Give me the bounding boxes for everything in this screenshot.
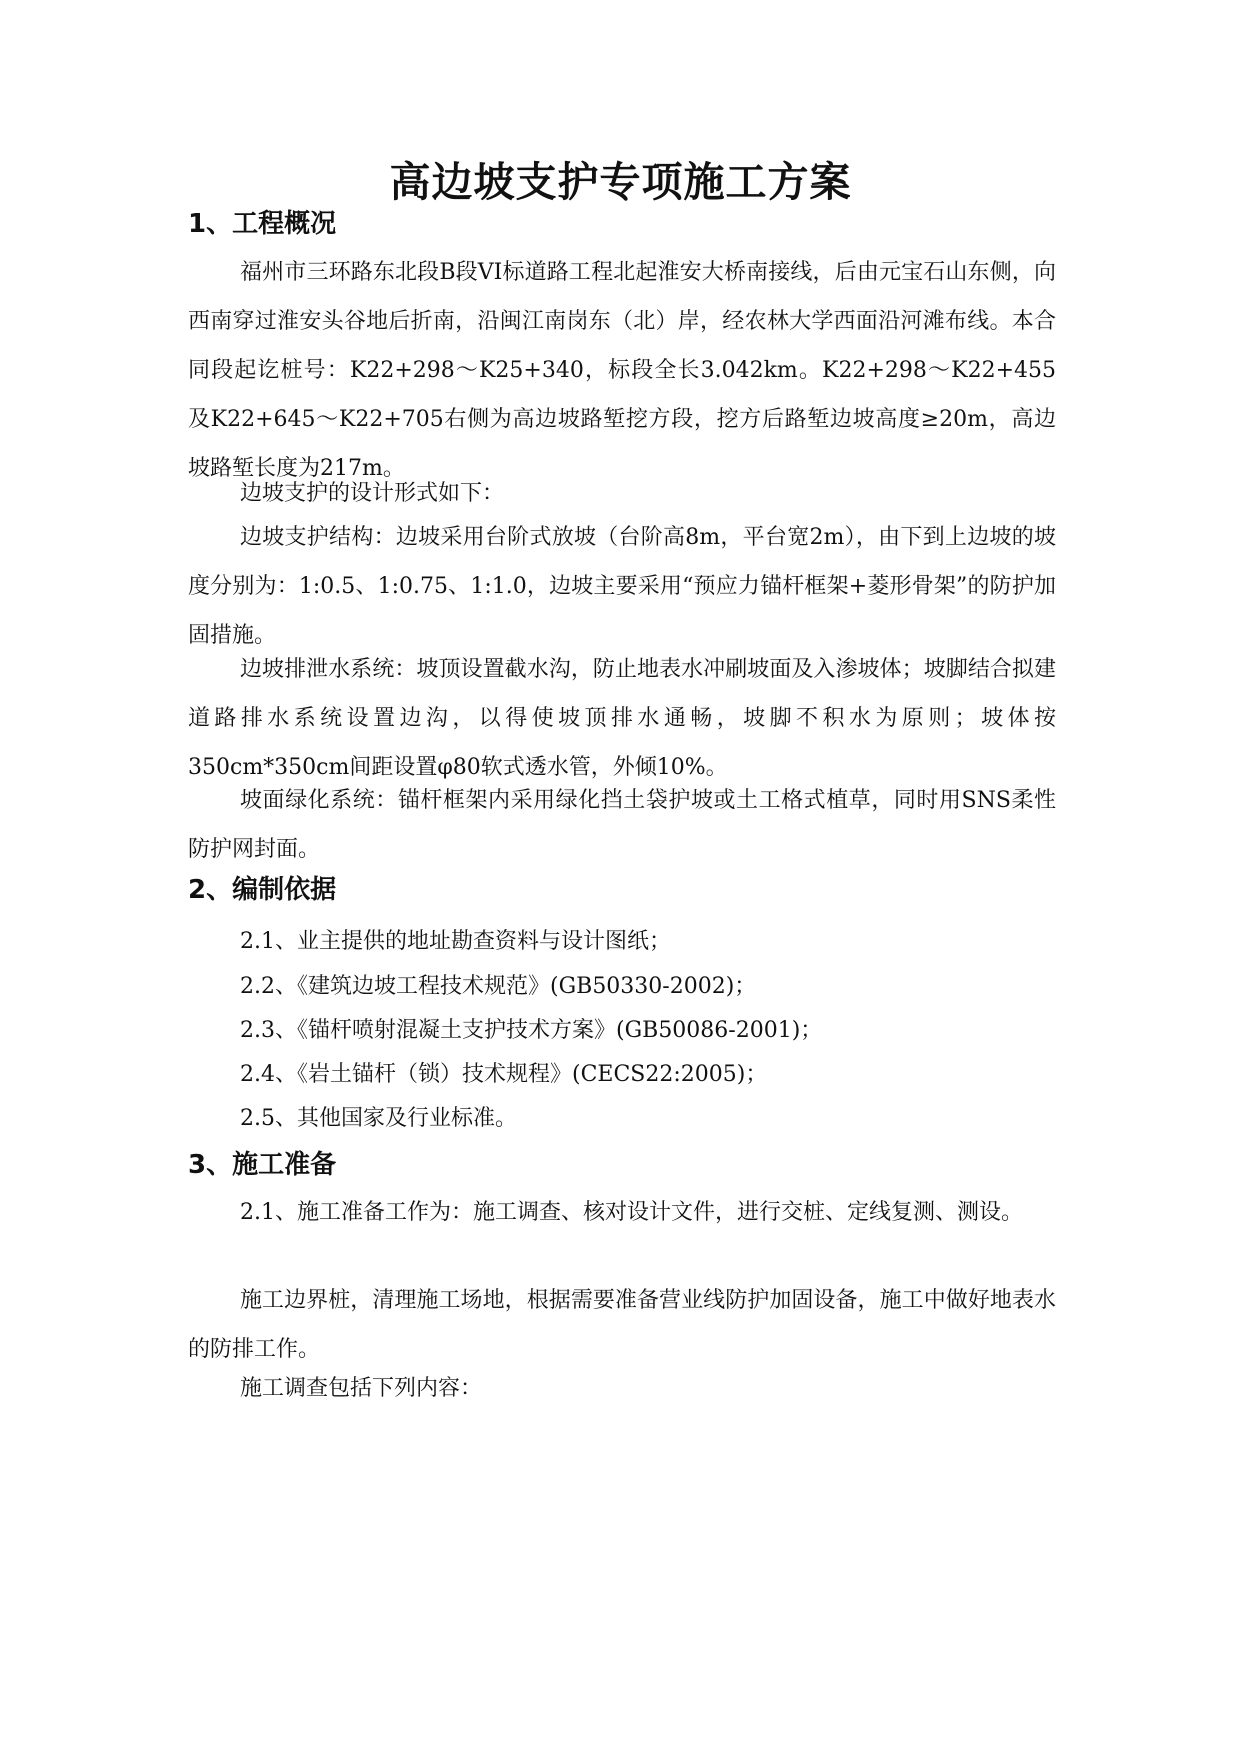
list-item: 2.2、《建筑边坡工程技术规范》(GB50330-2002)； <box>240 974 757 999</box>
list-item: 2.4、《岩土锚杆（锁）技术规程》(CECS22:2005)； <box>240 1062 768 1087</box>
list-item: 2.5、其他国家及行业标准。 <box>240 1106 517 1131</box>
section-heading-3: 3、施工准备 <box>188 1150 337 1180</box>
paragraph-overview: 福州市三环路东北段B段VI标道路工程北起淮安大桥南接线，后由元宝石山东侧，向西南穿过淮安头谷地后折南，沿闽江南岗东（北）岸，经农林大学西面沿河滩布线。本合同段起讫桩号：K22+298～K25+340，标段全长3.042km。K22+298～K22+455及K22+645～K22+705右侧为高边坡路堑挖方段，挖方后路堑边坡高度≥20m，高边坡路堑长度为217m。 <box>188 260 1056 481</box>
paragraph-drainage: 边坡排泄水系统：坡顶设置截水沟，防止地表水冲刷坡面及入渗坡体；坡脚结合拟建道路排水系统设置边沟，以得使坡顶排水通畅，坡脚不积水为原则；坡体按350cm*350cm间距设置φ80软式透水管，外倾10%。 <box>188 657 1056 780</box>
list-item: 2.1、业主提供的地址勘查资料与设计图纸； <box>240 929 671 954</box>
list-item: 2.3、《锚杆喷射混凝土支护技术方案》(GB50086-2001)； <box>240 1018 823 1043</box>
paragraph-greening: 坡面绿化系统：锚杆框架内采用绿化挡土袋护坡或土工格式植草，同时用SNS柔性防护网封面。 <box>188 788 1056 862</box>
paragraph-survey-contents: 施工调查包括下列内容： <box>240 1376 483 1401</box>
section-heading-2: 2、编制依据 <box>188 875 337 905</box>
document-title: 高边坡支护专项施工方案 <box>389 158 852 206</box>
section-heading-1: 1、工程概况 <box>188 209 337 239</box>
paragraph-boundary-stakes: 施工边界桩，清理施工场地，根据需要准备营业线防护加固设备，施工中做好地表水的防排工作。 <box>188 1288 1056 1362</box>
paragraph-support-structure: 边坡支护结构：边坡采用台阶式放坡（台阶高8m，平台宽2m），由下到上边坡的坡度分别为：1:0.5、1:0.75、1:1.0，边坡主要采用“预应力锚杆框架+菱形骨架”的防护加固措施。 <box>188 525 1056 648</box>
paragraph-prep-work: 2.1、施工准备工作为：施工调查、核对设计文件，进行交桩、定线复测、测设。 <box>240 1200 1023 1225</box>
paragraph-design-intro: 边坡支护的设计形式如下： <box>240 481 505 506</box>
